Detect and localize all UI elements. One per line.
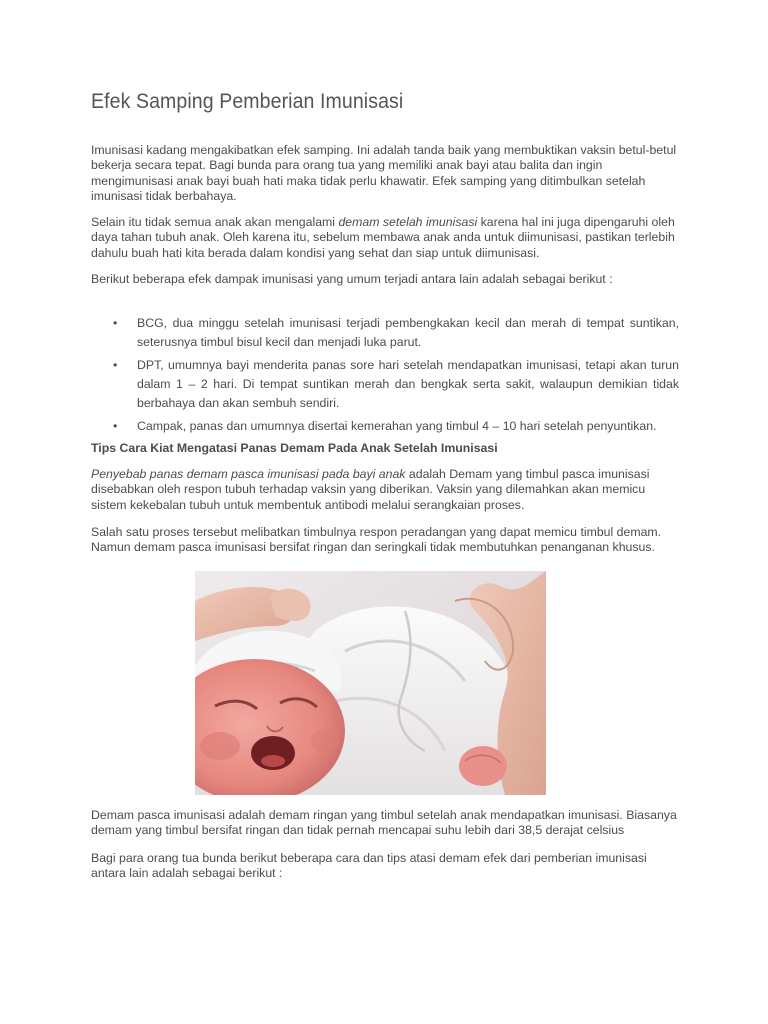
crying-baby-photo bbox=[195, 571, 546, 795]
paragraph-penyebab-text: adalah Demam yang timbul pasca imunisasi disebabkan oleh respon tubuh terhadap vaksin yang diberikan. Vaksin yang dilemahkan akan memicu sistem kekebalan tubuh untuk membentuk antibodi melalui serangkaian proses. bbox=[91, 467, 650, 512]
list-item bbox=[91, 356, 679, 413]
list-item bbox=[91, 314, 679, 352]
paragraph-tidak-semua-text-1: Selain itu tidak semua anak akan mengalami bbox=[91, 215, 339, 229]
list-item-text: Campak, panas dan umumnya disertai kemerahan yang timbul 4 – 10 hari setelah penyuntikan. bbox=[137, 419, 657, 433]
list-item-text: BCG, dua minggu setelah imunisasi terjadi pembengkakan kecil dan merah di tempat suntikan, seterusnya timbul bisul kecil dan menjadi luka parut. bbox=[137, 316, 679, 349]
list-item-text: DPT, umumnya bayi menderita panas sore hari setelah mendapatkan imunisasi, tetapi akan turun dalam 1 – 2 hari. Di tempat suntikan merah dan bengkak serta sakit, walaupun demikian tidak berbahaya dan akan sembuh sendiri. bbox=[137, 358, 679, 410]
paragraph-penyebab-italic: Penyebab panas demam pasca imunisasi pada bayi anak bbox=[91, 467, 406, 481]
side-effect-list bbox=[91, 314, 679, 436]
paragraph-tidak-semua-italic: demam setelah imunisasi bbox=[338, 215, 478, 229]
paragraph-berikut: Berikut beberapa efek dampak imunisasi yang umum terjadi antara lain adalah sebagai berikut : bbox=[91, 272, 613, 286]
section-heading-tips: Tips Cara Kiat Mengatasi Panas Demam Pada Anak Setelah Imunisasi bbox=[91, 441, 498, 455]
page-title: Efek Samping Pemberian Imunisasi bbox=[91, 90, 404, 113]
bullet-icon: • bbox=[113, 358, 118, 372]
bullet-icon: • bbox=[113, 316, 118, 330]
paragraph-tidak-semua bbox=[91, 215, 679, 261]
paragraph-intro: Imunisasi kadang mengakibatkan efek samping. Ini adalah tanda baik yang membuktikan vaksin betul-betul bekerja secara tepat. Bagi bunda para orang tua yang memiliki anak bayi atau balita dan ingin mengimunisasi anak bayi buah hati maka tidak perlu khawatir. Efek samping yang ditimbulkan setelah imunisasi tidak berbahaya. bbox=[91, 143, 677, 203]
paragraph-penyebab bbox=[91, 467, 679, 513]
baby-illustration bbox=[195, 571, 546, 795]
paragraph-salah-satu: Salah satu proses tersebut melibatkan timbulnya respon peradangan yang dapat memicu timbul demam. Namun demam pasca imunisasi bersifat ringan dan seringkali tidak membutuhkan penanganan khusus. bbox=[91, 525, 662, 555]
paragraph-tidak-semua-text-2: karena hal ini juga dipengaruhi oleh daya tahan tubuh anak. Oleh karena itu, sebelum membawa anak anda untuk diimunisasi, pastikan terlebih dahulu buah hati kita berada dalam kondisi yang sehat dan siap untuk diimunisasi. bbox=[91, 215, 675, 260]
bullet-icon: • bbox=[113, 419, 118, 433]
list-item bbox=[91, 417, 679, 436]
paragraph-demam-pasca: Demam pasca imunisasi adalah demam ringan yang timbul setelah anak mendapatkan imunisasi. Biasanya demam yang timbul bersifat ringan dan tidak pernah mencapai suhu lebih dari 38,5 derajat celsius bbox=[91, 808, 677, 838]
paragraph-bagi-para: Bagi para orang tua bunda berikut beberapa cara dan tips atasi demam efek dari pemberian imunisasi antara lain adalah sebagai berikut : bbox=[91, 851, 647, 881]
